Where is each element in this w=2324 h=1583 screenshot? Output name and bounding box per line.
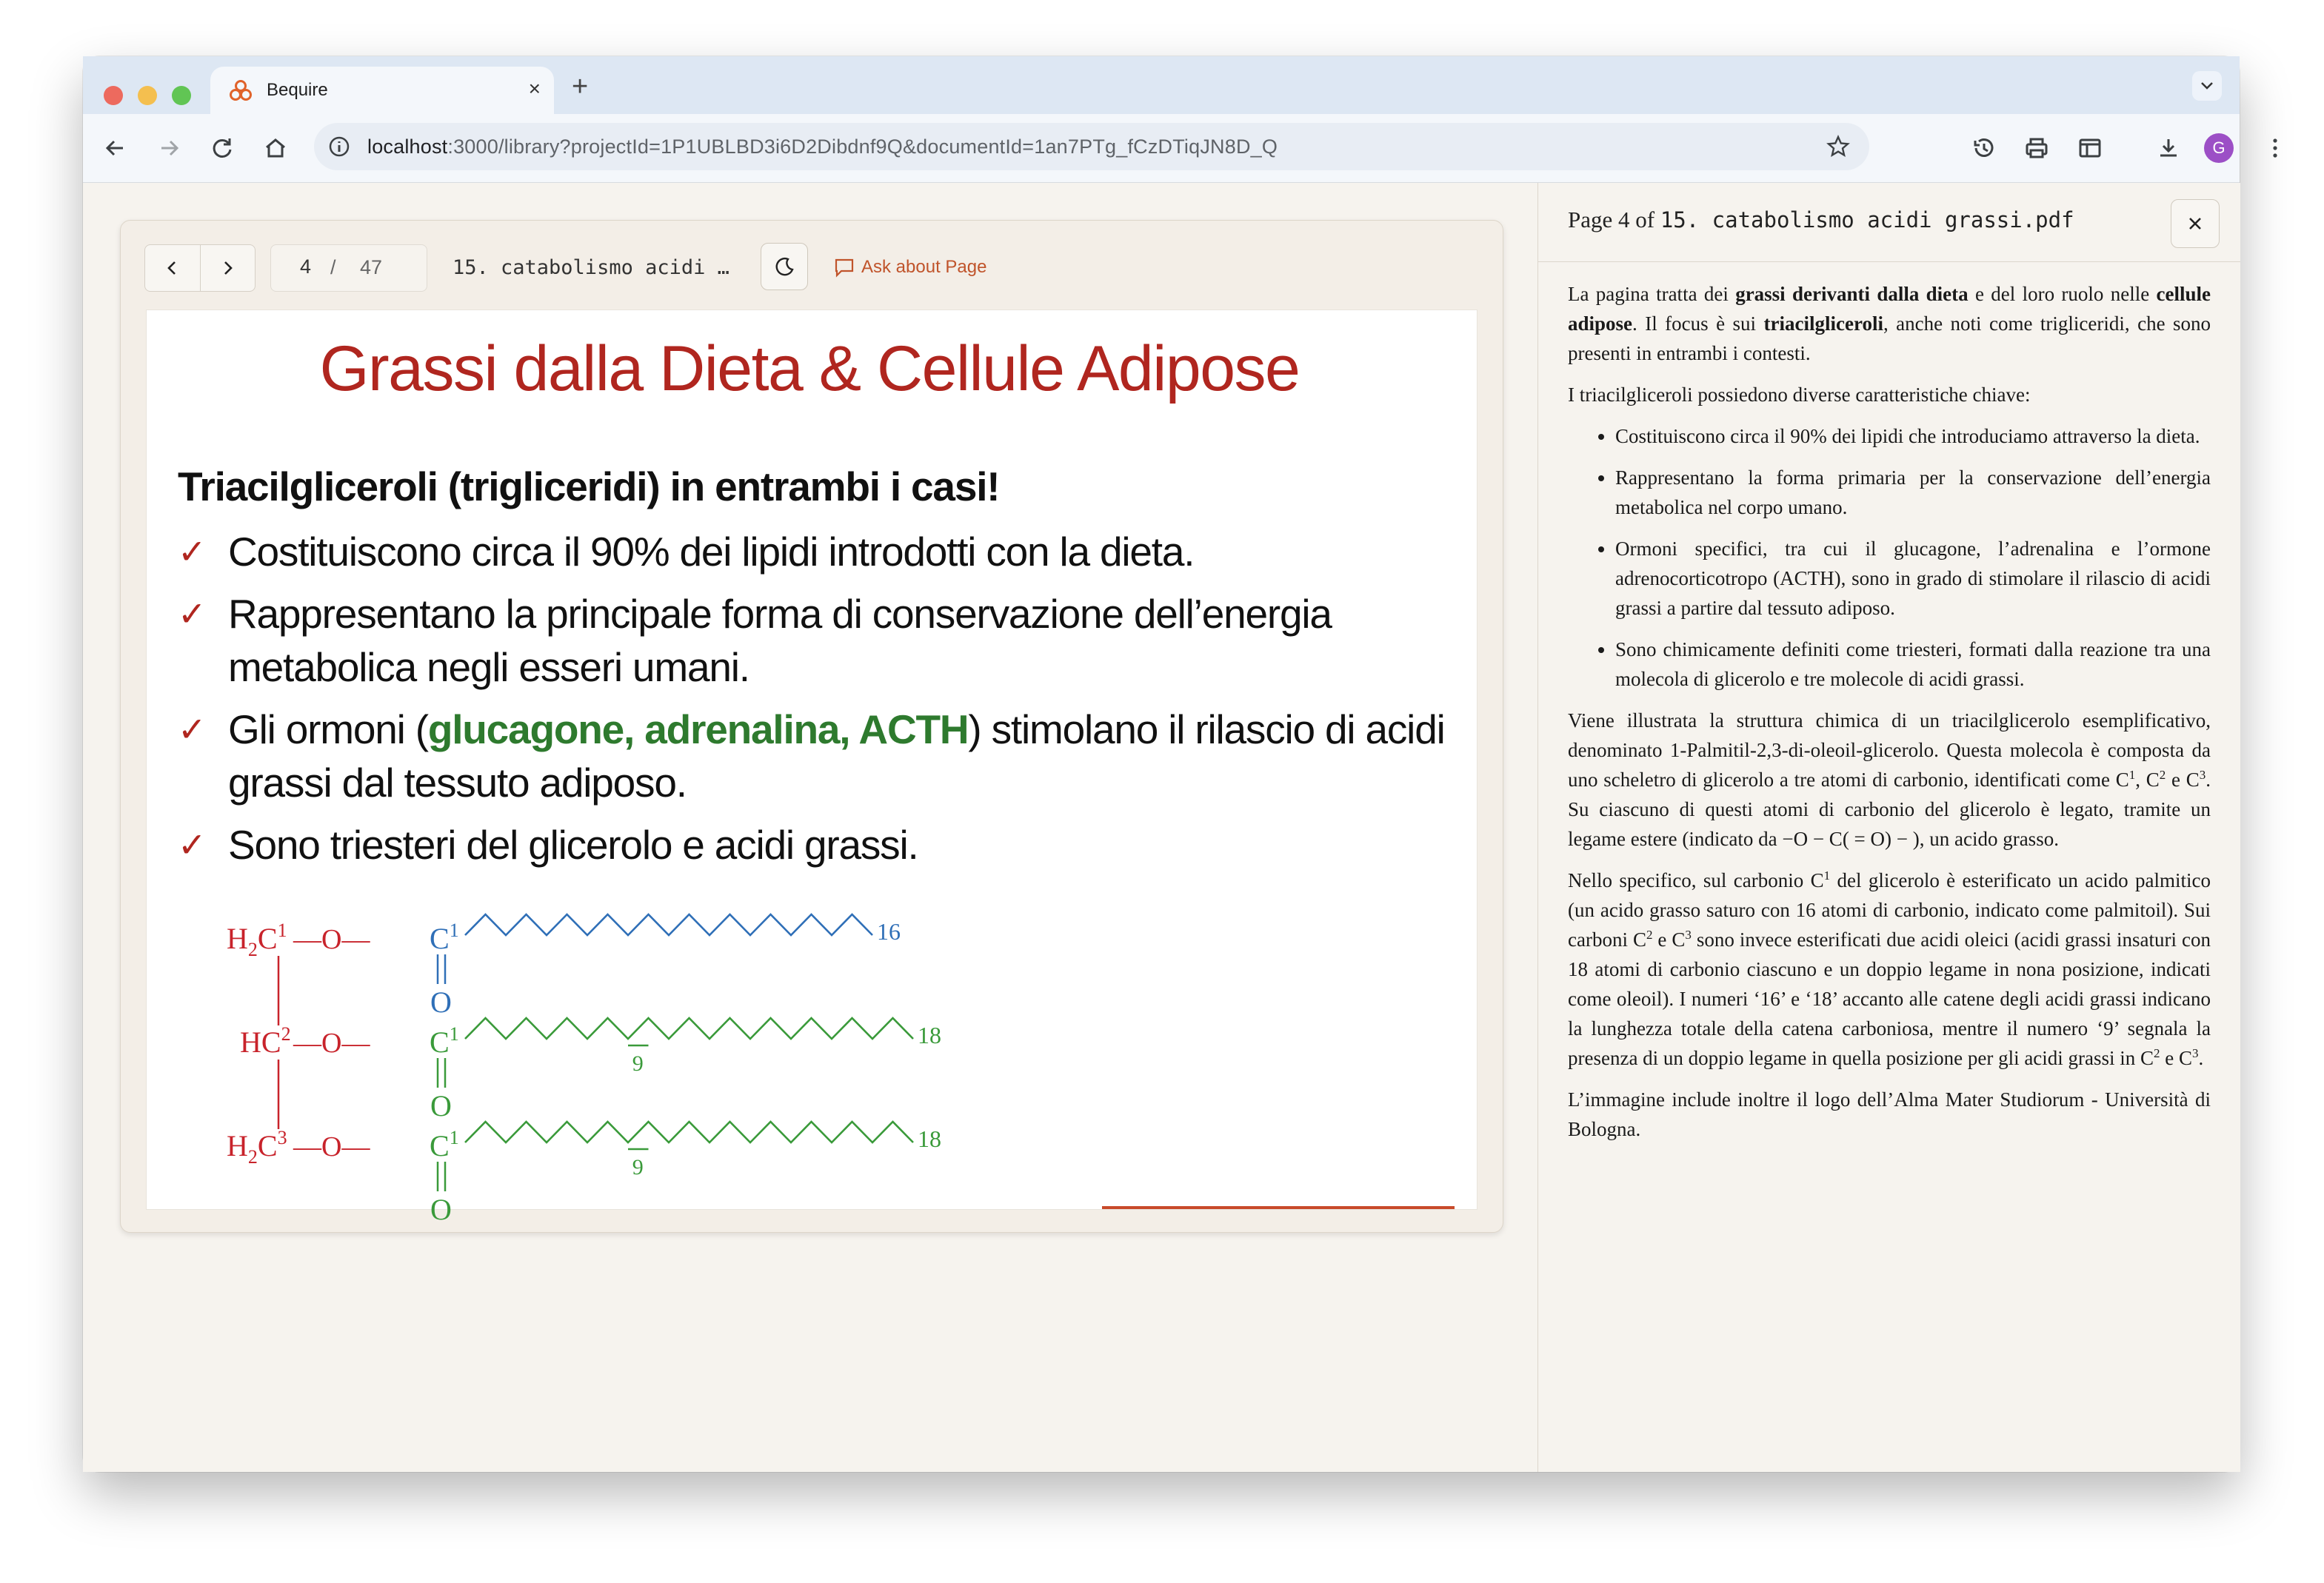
tab-title: Bequire — [267, 80, 328, 100]
close-window-button[interactable] — [104, 86, 123, 105]
home-icon[interactable] — [258, 130, 293, 166]
moon-icon — [772, 255, 796, 278]
chevron-left-icon — [163, 258, 182, 278]
bequire-logo-icon — [228, 78, 253, 104]
pdf-viewer — [120, 220, 1503, 1233]
url-host: localhost — [367, 135, 448, 158]
close-panel-button[interactable] — [2171, 199, 2220, 248]
chain-length-label: 16 — [877, 918, 901, 945]
chat-bubble-icon — [833, 256, 855, 278]
document-name: 15. catabolismo acidi … — [453, 256, 729, 279]
glycerol-c2-label: $HC^2$ — [240, 1023, 291, 1059]
close-icon — [2185, 213, 2206, 234]
tab-close-icon[interactable]: × — [528, 77, 541, 100]
slide-footer-bar — [1102, 1206, 1455, 1209]
checkmark-icon: ✓ — [178, 532, 206, 571]
panel-title — [1568, 207, 2074, 233]
total-pages: 47 — [360, 256, 383, 278]
slide-subtitle: Triacilgliceroli (trigliceridi) in entrambi i casi! — [178, 463, 1000, 509]
ester-link-label: —O— — [293, 1131, 370, 1162]
fatty-acid-chain-oleoyl-c3 — [465, 1122, 913, 1142]
tab-strip — [83, 56, 2240, 114]
new-tab-button[interactable]: + — [572, 71, 589, 102]
summary-paragraph: I triacilgliceroli possiedono diverse caratteristiche chiave: — [1568, 384, 2031, 406]
tab-search-button[interactable] — [2192, 71, 2222, 101]
carbonyl-oxygen-label: O — [430, 1089, 452, 1122]
bullet-line: grassi dal tessuto adiposo. — [228, 760, 687, 806]
carbonyl-carbon-label: $C^1$ — [430, 1023, 459, 1059]
summary-text — [1568, 279, 2211, 1156]
checkmark-icon: ✓ — [178, 826, 206, 864]
bullet-line: Rappresentano la principale forma di conservazione dell’energia — [228, 591, 1332, 637]
url-text — [367, 135, 1278, 158]
browser-toolbar — [83, 114, 2240, 183]
bookmark-star-icon[interactable] — [1825, 133, 1851, 160]
checkmark-icon: ✓ — [178, 595, 206, 633]
chevron-right-icon — [218, 258, 237, 278]
summary-paragraph: Viene illustrata la struttura chimica di un triacilglicerolo esemplificativo, denominato 1-Palmitil-2,3-di-oleoil-glicerolo. Questa molecola è composta da uno scheletro di glicerolo a tre atomi di carbonio, identificati come $C^1$, $C^2$ e $C^3$. Su ciascuno di questi atomi di carbonio del glicerolo è legato, tramite un legame estere (indicato da −O − C( = O) − ), un acido grasso. — [1568, 709, 2211, 850]
page-number-input[interactable] — [284, 255, 311, 278]
page-indicator — [270, 244, 427, 292]
summary-paragraph: L’immagine include inoltre il logo dell’Alma Mater Studiorum - Università di Bologna. — [1568, 1088, 2211, 1140]
double-bond-position-label: 9 — [632, 1155, 644, 1179]
ask-about-page-label: Ask about Page — [861, 257, 987, 277]
previous-page-button[interactable] — [145, 245, 201, 291]
summary-paragraph: Nello specifico, sul carbonio $C^1$ del glicerolo è esterificato un acido palmitico (un acido grasso saturo con 16 atomi di carbonio, indicato come palmitoil). Sui carboni $C^2$ e $C^3$ sono invece esterificati due acidi oleici (acidi grassi insaturi con 18 atomi di carbonio ciascuno e un doppio legame in nona posizione, indicati come oleoil). I numeri ‘16’ e ‘18’ accanto alle catene degli acidi grassi indicano la lunghezza totale della catena carboniosa, mentre il numero ‘9’ segnala la presenza di un doppio legame in quella posizione per gli acidi grassi in $C^2$ e $C^3$. — [1568, 869, 2211, 1069]
bullet-text-pre: Gli ormoni ( — [228, 706, 428, 752]
glycerol-c1-label: $H_2C^1$ — [227, 920, 287, 960]
summary-list-item: • Ormoni specifici, tra cui il glucagone, l’adrenalina e l’ormone adrenocorticotropo (ACTH), sono in grado di stimolare il rilascio di acidi grassi a partire dal tessuto adiposo. — [1615, 534, 2211, 623]
page-summary-panel — [1537, 183, 2240, 1472]
carbonyl-oxygen-label: O — [430, 1193, 452, 1226]
page-content — [83, 183, 2240, 1472]
summary-list-item: • Rappresentano la forma primaria per la conservazione dell’energia metabolica nel corpo umano. — [1615, 463, 2211, 522]
forward-arrow-icon[interactable] — [151, 130, 187, 166]
maximize-window-button[interactable] — [172, 86, 191, 105]
more-menu-icon[interactable] — [2257, 130, 2293, 166]
sidebar-panel-icon[interactable] — [2072, 130, 2108, 166]
tab-bequire[interactable] — [210, 67, 554, 114]
fatty-acid-chain-palmitoyl — [465, 914, 872, 935]
chevron-down-icon — [2192, 71, 2222, 101]
slide-title: Grassi dalla Dieta & Cellule Adipose — [319, 333, 1300, 404]
double-bond-position-label: 9 — [632, 1051, 644, 1076]
carbonyl-carbon-label: $C^1$ — [430, 1127, 459, 1162]
bullet-text-post: ) stimolano il rilascio di acidi — [968, 706, 1445, 752]
panel-header — [1538, 183, 2240, 262]
next-page-button[interactable] — [200, 245, 255, 291]
ester-link-label: —O— — [293, 924, 370, 955]
minimize-window-button[interactable] — [138, 86, 157, 105]
ester-link-label: —O— — [293, 1028, 370, 1059]
chain-length-label: 18 — [918, 1022, 941, 1048]
slide-page — [146, 309, 1477, 1226]
summary-list-item: • Sono chimicamente definiti come triesteri, formati dalla reazione tra una molecola di glicerolo e tre molecole di acidi grassi. — [1615, 635, 2211, 694]
page-separator: / — [330, 256, 336, 278]
history-icon[interactable] — [1966, 130, 2001, 166]
url-path: :3000/library?projectId=1P1UBLBD3i6D2Dibdnf9Q&documentId=1an7PTg_fCzDTiqJN8D_Q — [447, 135, 1278, 158]
glycerol-c3-label: $H_2C^3$ — [227, 1127, 287, 1168]
theme-toggle-button[interactable] — [761, 243, 808, 290]
panel-title-prefix: Page 4 of — [1568, 207, 1660, 232]
chain-length-label: 18 — [918, 1125, 941, 1152]
summary-paragraph: La pagina tratta dei grassi derivanti dalla dieta e del loro ruolo nelle cellule adipose. Il focus è sui triacilgliceroli, anche noti come trigliceridi, che sono presenti in entrambi i contesti. — [1568, 283, 2211, 364]
hormones-highlight: glucagone, adrenalina, ACTH — [427, 706, 969, 752]
site-info-icon[interactable] — [327, 135, 351, 158]
summary-list — [1568, 421, 2211, 694]
bullet-line: metabolica negli esseri umani. — [228, 644, 749, 690]
reload-icon[interactable] — [204, 130, 240, 166]
summary-list-item: • Costituiscono circa il 90% dei lipidi che introduciamo attraverso la dieta. — [1615, 421, 2211, 451]
download-icon[interactable] — [2151, 130, 2186, 166]
bullet-text: Costituiscono circa il 90% dei lipidi introdotti con la dieta. — [228, 529, 1195, 575]
carbonyl-oxygen-label: O — [430, 985, 452, 1019]
checkmark-icon: ✓ — [178, 710, 206, 749]
bullet-text: Sono triesteri del glicerolo e acidi grassi. — [228, 822, 918, 868]
browser-window — [83, 56, 2240, 1472]
panel-title-document: 15. catabolismo acidi grassi.pdf — [1660, 207, 2074, 232]
triacylglycerol-structure-diagram — [147, 310, 1477, 1226]
page-navigation — [144, 244, 256, 292]
print-icon[interactable] — [2019, 130, 2054, 166]
back-arrow-icon[interactable] — [98, 130, 133, 166]
profile-avatar[interactable]: G — [2204, 133, 2234, 163]
address-bar[interactable] — [314, 123, 1869, 170]
carbonyl-carbon-label: $C^1$ — [430, 920, 459, 955]
fatty-acid-chain-oleoyl-c2 — [465, 1018, 913, 1039]
